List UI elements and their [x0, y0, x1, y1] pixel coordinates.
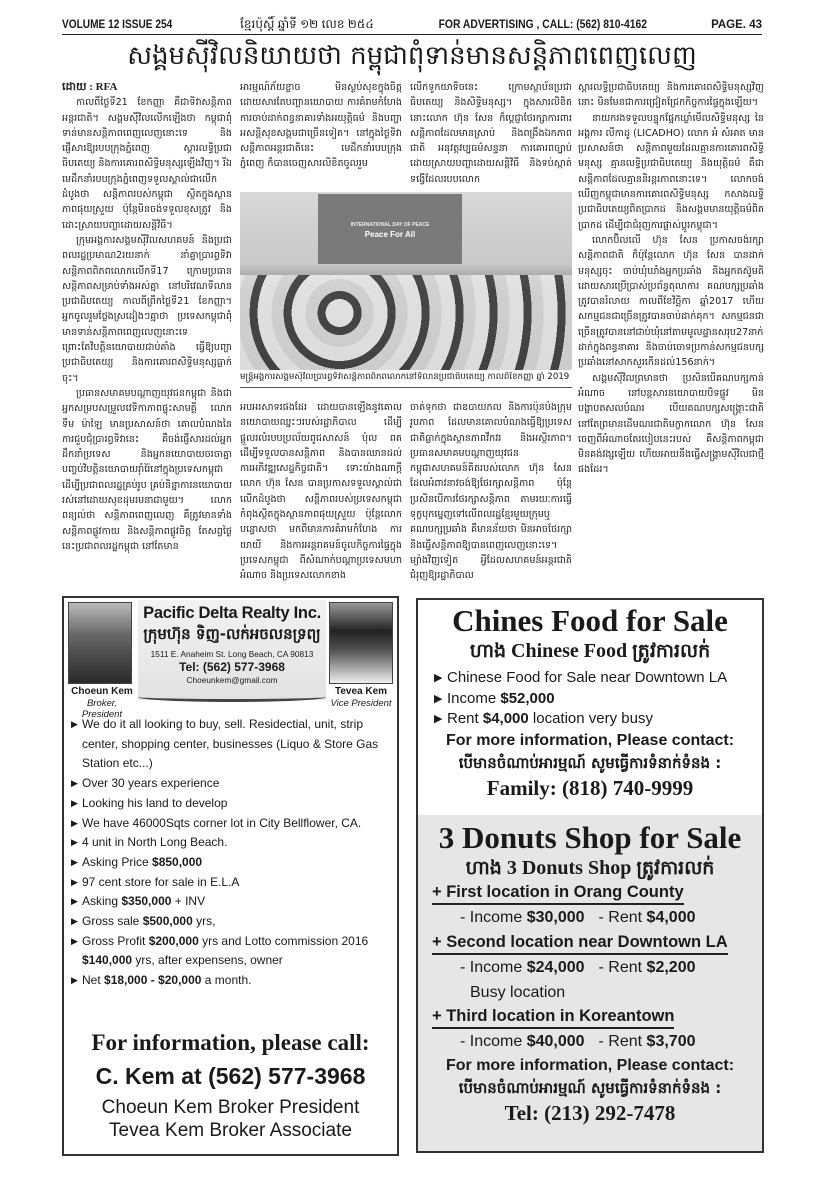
paragraph: អបអរសាទរផងដែរ ដោយបានឡើងនូវគោលនយោបាយឈ្នះៗរបស់រដ្ឋាភិបាល ដើម្បីផ្ដួលរលំរបបប្រល័យពូជសាសន៍ ប៉ុល ពត ដើម្បីទទួលបានសន្តិភាព និងបានឈានដល់ការអភិវឌ្ឍសេដ្ឋកិច្ចជាតិ។ ទោះយ៉ាងណាក្ដីលោក ហ៊ុន សែន បានប្រកាសទទួលស្គាល់ជាលើកដំបូងថា សន្តិភាពរបស់ប្រទេសកម្ពុជាកំពុងស្ថិតក្នុងស្ថានភាពផុយស្រួយ ប៉ុន្តែលោកបន្ទោសថា មកពីមានការគំរាមកំហែង ការយាយី និងការអន្តរាគមន៍ចូលកិច្ចការផ្ទៃក្នុងប្រទេសកម្ពុជា ពីសំណាក់បណ្ដាប្រទេសមហាអំណាច និងប្រទេសលោកខាង: [240, 402, 402, 582]
company-email: Choeunkem@gmail.com: [186, 675, 278, 685]
donuts-contact-khmer: បើមានចំណាប់អារម្មណ៍ សូមធ្វើការទំនាក់ទំនង :: [458, 1079, 722, 1097]
business-sale-advertisement: [416, 598, 764, 1153]
donuts-title: 3 Donuts Shop for Sale: [438, 820, 742, 855]
realty-advertisement: [62, 596, 399, 1156]
list-item: ▶ Income $52,000: [434, 689, 762, 710]
article-column-1: [62, 80, 232, 588]
location-figures: - Income $30,000 - Rent $4,000: [460, 909, 696, 926]
donuts-subtitle: ហាង 3 Donuts Shop ត្រូវការលក់: [465, 857, 715, 879]
photo-caption: មន្ត្រីអង្គការសង្គមស៊ីវិលប្រារព្ធទិវាសន្តិភាពពិភពលោកនៅទីលានប្រជាធិបតេយ្យ កាលពីខែកញ្ញា ឆ្នាំ 2019: [240, 372, 572, 388]
call-names: Choeun Kem Broker President Tevea Kem Broker Associate: [101, 1097, 360, 1141]
list-item: ▶ 4 unit in North Long Beach.: [70, 833, 390, 853]
list-item: ▶ Gross sale $500,000 yrs,: [70, 912, 390, 932]
bullet-arrow-icon: ▶: [71, 916, 78, 927]
company-address: 1511 E. Anaheim St. Long Beach, CA 90813: [150, 649, 314, 659]
food-contact-khmer: បើមានចំណាប់អារម្មណ៍ សូមធ្វើការទំនាក់ទំនង :: [458, 753, 722, 772]
vp-photo-tevea-kem: [329, 602, 393, 684]
article-column-3-top: [410, 80, 572, 192]
bullet-arrow-icon: ▶: [434, 692, 443, 705]
list-item: ▶ Chinese Food for Sale near Downtown LA: [434, 668, 762, 689]
person-name: Choeun Kem: [71, 686, 133, 697]
person-title: Broker, President: [81, 698, 123, 720]
realty-header: [66, 600, 395, 720]
paragraph: សង្គមស៊ីវិលព្រមានថា ប្រសិនបើគណបក្សកាន់អំណាច នៅបន្តសារនយោបាយបិទផ្លូវ មិនបង្ហាបតសលបំណរ បើយគណបក្សសង្គ្រោះជាតិ នៅតែព្រមានដើមណរជាតិមក្ខាកលោក ហ៊ុន សែន ចេញពីអំណាចតែរបៀបនេះរបស់ គឺសន្តិភាពកម្ពុជាមិនគង់វង្សឡើយ ហើយអាយនឹងធ្វើសង្គ្រាមស៊ីវិលជាថ្មីផងដែរ។: [578, 372, 764, 476]
bullet-arrow-icon: ▶: [71, 778, 78, 789]
location-label: + Third location in Koreantown: [432, 1005, 674, 1029]
list-item: ▶ Over 30 years experience: [70, 774, 390, 794]
paragraph: ក្រុមអង្គការសង្គមស៊ីវិលសហគមន៍ និងប្រជាពលរដ្ឋប្រមាណ2រយនាក់ នាំគ្នាប្រារព្ធទិវាសន្តិភាពពិភពលោកលើកទី17 ក្រោមប្រធានសន្តិភាពសម្រាប់ទាំងអស់គ្នា នៅបរិវេណទីលានប្រជាធិបតេយ្យ កាលពីព្រឹកថ្ងៃទី21 ខែកញ្ញា។ អ្នកចូលរួមថ្លែងស្រដៀងៗគ្នាថា ប្រទេសកម្ពុជាពុំមានទាន់សន្តិភាពពេញលេញនោះទេ ព្រោះតែវិបត្តិនយោបាយជាប់គាំង ធ្វើឱ្យបញ្ហាប្រជាធិបតេយ្យ និងការគោរពសិទ្ធិមនុស្សធ្លាក់ចុះ។: [62, 234, 232, 384]
bullet-arrow-icon: ▶: [71, 935, 78, 946]
location-2: [418, 931, 762, 1005]
paragraph: កាលពីថ្ងៃទី21 ខែកញ្ញា គឺជាទិវាសន្តិភាពអន្តរជាតិ។ សង្គមស៊ីវិលលើកឡើងថា កម្ពុជាពុំទាន់មានសន្តិភាពពេញលេញនោះទេ និងផ្ញើសារឱ្យរបបក្រុងភ្នំពេញ ស្ដារលទ្ធិប្រជាធិបតេយ្យ និងការគោរពសិទ្ធិមនុស្សឡើងវិញ។ រីឯមេដឹកនាំរបបក្រុងភ្នំពេញទទួលស្គាល់ជាលើកដំបូងថា សន្តិភាពរបស់កម្ពុជា ស្ថិតក្នុងស្ថានភាពផុយស្រួយ ប៉ុន្តែមិនចង់ទទួលខុសត្រូវ និងដោះស្រាយបញ្ហាដោយសន្តិវិធី។: [62, 97, 232, 231]
byline: ដោយ : RFA: [62, 81, 118, 93]
list-item: ▶ We have 46000Sqts corner lot in City Bellflower, CA.: [70, 814, 390, 834]
bullet-arrow-icon: ▶: [71, 817, 78, 828]
list-item: ▶ We do it all looking to buy, sell. Residectial, unit, strip center, shopping center, businesses (Liquo & Store Gas Station etc...): [71, 717, 379, 771]
food-subtitle: ហាង Chinese Food ត្រូវការលក់: [469, 640, 711, 662]
paragraph: ប្រធានសមាគមបណ្ដាញយុវជនកម្ពុជា និងជាអ្នកសម្របសម្រួលវេទិកាភាពផ្ទុះសាមគ្គី លោក ទឹម ម៉ាឡៃ មានប្រសាសន៍ថា គោលបំណងនៃការជួបជុំប្រារព្ធទិវានេះ គឺចង់ផ្ញើសារដល់អ្នកដឹកនាំប្រទេស និងអ្នកនយោបាយចរចាគ្នាបញ្ចប់វិបត្តិនយោបាយរ៉ាំរ៉ៃនៅក្នុងប្រទេសកម្ពុជា ដើម្បីប្រជាពលរដ្ឋគ្រប់រូប គ្រប់និន្នាការនយោបាយរស់នៅដោយសុខដុមរមនាជាមួយ។ លោកពន្យល់ថា សន្តិភាពពេញលេញ គឺត្រូវមានទាំងសន្តិភាពផ្លូវកាយ និងសន្តិភាពផ្លូវចិត្ត តែសព្វថ្ងៃនេះប្រជាពលរដ្ឋកម្ពុជា នៅតែមាន: [62, 387, 232, 552]
person-title: Vice President: [330, 698, 392, 709]
location-figures: - Income $24,000 - Rent $2,200: [460, 959, 696, 976]
list-item: ▶ Rent $4,000 location very busy: [434, 709, 762, 730]
call-phone: C. Kem at (562) 577-3968: [95, 1063, 366, 1089]
bullet-arrow-icon: ▶: [434, 713, 443, 725]
article-column-2-top: [240, 80, 402, 192]
location-1: [418, 881, 762, 931]
bullet-arrow-icon: ▶: [71, 975, 78, 986]
article-photo: [240, 192, 572, 370]
location-label: + Second location near Downtown LA: [432, 931, 728, 955]
chinese-food-section: [418, 600, 762, 815]
realty-bullet-list: [70, 715, 390, 991]
paragraph: លើកទូកយាទិចនេះ ក្រោមស្ថាប័នប្រជាធិបតេយ្យ និងសិទ្ធិមនុស្ស។ ក្នុងសារលិខិតនោះលោក ហ៊ុន សែន ក៏ប្ដេជ្ញាថែរក្សាការពារសន្តិភាពដែលមានស្រាប់ និងពង្រឹងឯកភាពជាតិ អនុវត្តវប្បធម៌សន្ទនា ការគោរពច្បាប់ ដោយស្រាយបញ្ហាដោយសន្តិវិធី និងទប់ស្កាត់ទង្វើដែលរបបលោក: [410, 82, 572, 185]
company-name: Pacific Delta Realty Inc.: [143, 604, 321, 622]
bullet-arrow-icon: ▶: [71, 797, 78, 808]
person-name: Tevea Kem: [334, 686, 388, 697]
article-headline: សង្គមស៊ីវិលនិយាយថា កម្ពុជាពុំទាន់មានសន្តិភាពពេញលេញ: [127, 41, 697, 71]
decorative-arc: [138, 692, 326, 702]
food-title: Chines Food for Sale: [452, 603, 728, 638]
bullet-arrow-icon: ▶: [71, 856, 78, 867]
paragraph: នាយករងទទួលបន្ទុកផ្នែកឃ្លាំមើលសិទ្ធិមនុស្ស នៃអង្គការ លីកាដូ (LICADHO) លោក អំ សំអាត មានប្រសាសន៍ថា សន្តិភាពមួយដែលគ្មានការគោរពសិទ្ធិមនុស្ស គ្មានលទ្ធិប្រជាធិបតេយ្យ និងយុត្តិធម៌ គឺជាសន្តិភាពដែលគ្មាននិរន្តរភាពនោះទេ។ លោកចង់ឃើញកម្ពុជាមានការគោរពសិទ្ធិមនុស្ស កសាងលទ្ធិប្រជាធិបតេយ្យពិតប្រាកដ និងសង្គមមានយុត្តិធម៌ពិតប្រាកដ ដើម្បីជាជំរុញការផ្លាស់ប្ដូរកម្ពុជា។: [578, 112, 764, 231]
list-item: ▶ Looking his land to develop: [70, 794, 390, 814]
list-item: ▶ Asking Price $850,000: [70, 853, 390, 873]
food-contact-heading: For more information, Please contact:: [445, 731, 735, 749]
page-number: PAGE. 43: [711, 19, 762, 31]
realty-company-block: [138, 600, 326, 700]
donuts-contact-heading: For more information, Please contact:: [445, 1057, 735, 1074]
list-item: ▶ Gross Profit $200,000 yrs and Lotto commission 2016 $140,000 yrs, after expensens, owner: [71, 933, 369, 968]
bullet-arrow-icon: ▶: [71, 837, 78, 848]
masthead: [62, 18, 762, 35]
bullet-arrow-icon: ▶: [71, 719, 78, 729]
company-name-khmer: ក្រុមហ៊ុន ទិញ-លក់អចលនទ្រព្យ: [143, 625, 321, 643]
paragraph: ចាត់ទុកថា ជាឧបាយកល និងការប៉ុនប៉ងក្រុមរូបភាព ដែលមានគោលបំណងធ្វើឱ្យប្រទេសជាតិធ្លាក់ក្នុងស្ថានភាពវឹកវរ និងអស្ថិរភាព។ ប្រធានសមាគមបណ្ដាញយុវជនកម្ពុជាសហគមន៍គិតរបស់លោក ហ៊ុន សែន ដែលអំពាវនាវចង់ឱ្យថែរក្សាសន្តិភាព ប៉ុន្តែប្រសិនបើការថែរក្សាសន្តិភាព តាមរយៈការធ្វើទុក្ខបុកម្នេញទៅលើពលរដ្ឋខ្មែរមួយក្រុមឬ គណបក្សប្រឆាំង គឺមានន័យថា មិនអាចថែរក្សា និងធ្វើសន្តិភាពឱ្យបានពេញលេញនោះទេ។ ម្យ៉ាងវិញទៀត អ្វីដែលសហគមន៍អន្តរជាតិ ជំរុញឱ្យរដ្ឋាភិបាល: [410, 402, 572, 582]
bullet-arrow-icon: ▶: [71, 876, 78, 887]
article-column-2-bottom: [240, 400, 402, 590]
list-item: ▶ Asking $350,000 + INV: [70, 892, 390, 912]
list-item: ▶ Net $18,000 - $20,000 a month.: [70, 971, 390, 991]
article-column-3-bottom: [410, 400, 572, 590]
location-figures: - Income $40,000 - Rent $3,700: [460, 1033, 696, 1050]
list-item: ▶ 97 cent store for sale in E.L.A: [70, 873, 390, 893]
donuts-phone: Tel: (213) 292-7478: [504, 1101, 676, 1125]
location-3: [418, 1005, 762, 1055]
food-phone: Family: (818) 740-9999: [486, 775, 694, 800]
khmer-issue: ខ្មែរប៉ុស្ដិ៍ ឆ្នាំទី ១២ លេខ ២៥៤: [240, 17, 374, 31]
volume-issue: VOLUME 12 ISSUE 254: [62, 19, 173, 31]
company-phone: Tel: (562) 577-3968: [179, 660, 285, 674]
location-note: Busy location: [470, 984, 566, 1001]
bullet-arrow-icon: ▶: [434, 672, 443, 684]
paragraph: ស្ដារលទ្ធិប្រជាធិបតេយ្យ និងការគោរពសិទ្ធិមនុស្សវិញនោះ មិនមែនជាការជ្រៀតជ្រែកកិច្ចការផ្ទៃក្នុងឡើយ។: [578, 82, 764, 109]
donuts-section: [418, 815, 762, 1151]
paragraph: អារម្មណ៍ភ័យខ្លាច មិនស្ងប់សុខក្នុងចិត្ត ដោយសារតែបញ្ហានយោបាយ ការគំរាមកំហែង ការចាប់ដាក់ពន្ធនាគារទាំងអយុត្តិធម៌ និងបញ្ហាអសន្តិសុខសង្គមជាច្រើនទៀត។ នៅក្នុងថ្ងៃទិវាសន្តិភាពអន្តរជាតិនេះ មេដឹកនាំរបបក្រុងភ្នំពេញ ក៏បានចេញសារលិខិតចូលរួម: [240, 82, 402, 170]
paragraph: លោកប៊ិលលើ ហ៊ុន សែន ប្រកាសចង់រក្សាសន្តិភាពជាតិ ក៏ប៉ុន្តែលោក ហ៊ុន សែន បានដាក់មនុស្សចុះ ចាប់ឃុំឃាំងអ្នកប្រឆាំង និងអ្នកតស៊ូមតិ ដោយសារប្រើប្រាស់ប្រព័ន្ធតុលាការ គណបក្សប្រឆាំងត្រូវបានរំលាយ កាលពីខែវិច្ឆិកា ឆ្នាំ2017 ហើយសកម្មជនជាច្រើនត្រូវបានចាប់ដាក់គុក។ សកម្មជនជាច្រើនត្រូវបាននៅជាប់ឃុំនៅតាមមូលដ្ឋានសរុប27នាក់ ដាក់ក្នុងពន្ធនាគារ និងចាប់ចោទប្រកាន់សកម្មជនបក្សប្រឆាំងនៅសាកសួរកើនដល់156នាក់។: [578, 234, 764, 369]
call-heading: For information, please call:: [91, 1030, 370, 1055]
food-bullet-list: [434, 668, 762, 730]
crowd-image: [240, 275, 572, 370]
article-column-4: [578, 80, 764, 588]
broker-photo-choeun-kem: [68, 602, 132, 684]
location-label: + First location in Orang County: [432, 881, 684, 905]
advertising-contact: FOR ADVERTISING , CALL: (562) 810-4162: [438, 19, 647, 31]
peace-banner: INTERNATIONAL DAY OF PEACE Peace For All: [318, 194, 462, 264]
bullet-arrow-icon: ▶: [71, 896, 78, 907]
